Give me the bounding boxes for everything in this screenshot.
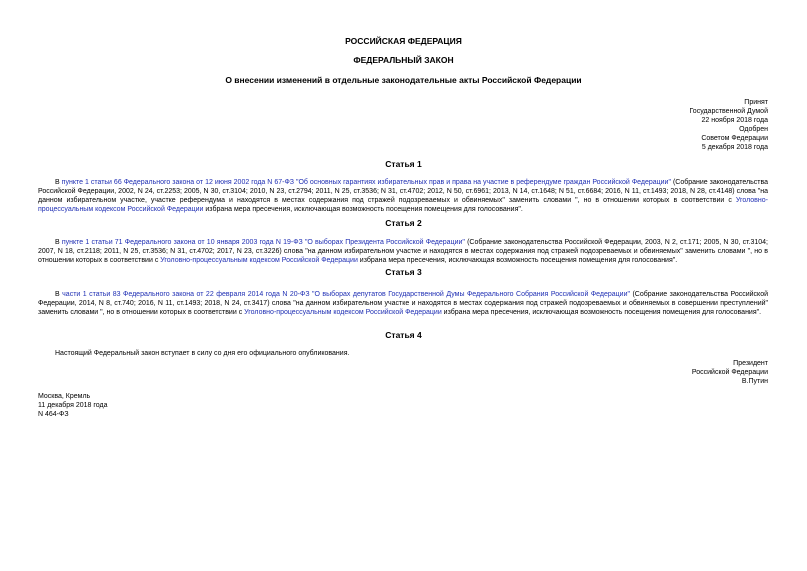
adoption-line: Советом Федерации: [701, 135, 768, 142]
article-3-heading: Статья 3: [385, 267, 422, 277]
place-line: Москва, Кремль: [38, 393, 91, 400]
article-1-heading: Статья 1: [385, 159, 422, 169]
article-1-code-link[interactable]: Уголовно-процессуальным кодексом Российской Федерации: [38, 197, 768, 213]
date-line: 11 декабря 2018 года: [38, 402, 108, 409]
article-2-heading: Статья 2: [385, 218, 422, 228]
article-3-text-start: В: [55, 291, 63, 298]
article-2-text-middle: (Собрание законодательства Российской Федерации, 2003, N 2, ст.171; 2005, N 30, ст.3104; 2007, N 18, ст.2118; 2011, N 25, ст.3536; N 31, ст.4702; 2017, N 23, ст.3226) слова "на данном избирательном участке и находятся в местах содержания под стражей подозреваемых и обвиняемых" заменить словами ", но в отношении которых в соответствии с: [38, 239, 768, 264]
article-1-law-link[interactable]: пункте 1 статьи 66 Федерального закона от 12 июня 2002 года N 67-ФЗ "Об основных гарантиях избирательных прав и права на участие в референдуме граждан Российской Федерации": [61, 179, 671, 186]
article-3-code-link[interactable]: Уголовно-процессуальным кодексом Российской Федерации: [244, 309, 442, 316]
signature-line: В.Путин: [741, 378, 768, 385]
article-1-text: [38, 178, 768, 214]
law-number: N 464-ФЗ: [38, 411, 69, 418]
article-3-text-middle: (Собрание законодательства Российской Федерации, 2014, N 8, ст.740; 2016, N 11, ст.1493; 2018, N 24, ст.3417) слова "на данном избирательном участке и находятся в местах содержания под стражей подозреваемых и обвиняемых в совершении преступлений" заменить словами ", но в отношении которых в соответствии с: [38, 291, 768, 316]
article-2-text-end: избрана мера пресечения, исключающая возможность посещения помещения для голосования".: [357, 257, 678, 264]
article-1-text-start: В: [55, 179, 62, 186]
article-4-heading: Статья 4: [385, 330, 422, 340]
signature-block: [568, 359, 768, 386]
signature-line: Российской Федерации: [691, 369, 768, 376]
article-3-law-link[interactable]: части 1 статьи 83 Федерального закона от 22 февраля 2014 года N 20-ФЗ "О выборах депутатов Государственной Думы Федерального Собрания Российской Федерации": [62, 291, 630, 298]
country-heading: РОССИЙСКАЯ ФЕДЕРАЦИЯ: [345, 36, 462, 46]
adoption-line: Принят: [744, 99, 768, 106]
adoption-line: 5 декабря 2018 года: [701, 144, 768, 151]
article-2-text-start: В: [55, 239, 62, 246]
article-4-text: Настоящий Федеральный закон вступает в силу со дня его официального опубликования.: [55, 350, 350, 357]
law-title: О внесении изменений в отдельные законодательные акты Российской Федерации: [225, 75, 582, 85]
adoption-line: 22 ноября 2018 года: [701, 117, 768, 124]
article-2-code-link[interactable]: Уголовно-процессуальным кодексом Российской Федерации: [160, 257, 358, 264]
article-2-text: [38, 238, 768, 265]
article-1-text-end: избрана мера пресечения, исключающая возможность посещения помещения для голосования".: [203, 206, 523, 213]
adoption-line: Одобрен: [739, 126, 768, 133]
adoption-block: [568, 98, 768, 152]
article-3-text-end: избрана мера пресечения, исключающая возможность посещения помещения для голосования".: [441, 309, 762, 316]
place-date-block: [38, 392, 238, 419]
adoption-line: Государственной Думой: [689, 108, 768, 115]
article-3-text: [38, 290, 768, 317]
article-2-law-link[interactable]: пункте 1 статьи 71 Федерального закона от 10 января 2003 года N 19-ФЗ "О выборах Президента Российской Федерации": [61, 239, 465, 246]
signature-line: Президент: [733, 360, 768, 367]
doc-type-heading: ФЕДЕРАЛЬНЫЙ ЗАКОН: [353, 55, 454, 65]
article-1-text-middle: (Собрание законодательства Российской Федерации, 2002, N 24, ст.2253; 2005, N 30, ст.3104; 2010, N 23, ст.2794; 2011, N 25, ст.3536; N 31, ст.4702; 2012, N 50, ст.6961; 2013, N 14, ст.1648; N 51, ст.6684; 2016, N 11, ст.1493; 2018, N 28, ст.4148) слова "на данном избирательном участке, участке референдума и находятся в местах содержания под стражей подозреваемых и обвиняемых" заменить словами ", но в отношении которых в соответствии с: [38, 179, 768, 204]
